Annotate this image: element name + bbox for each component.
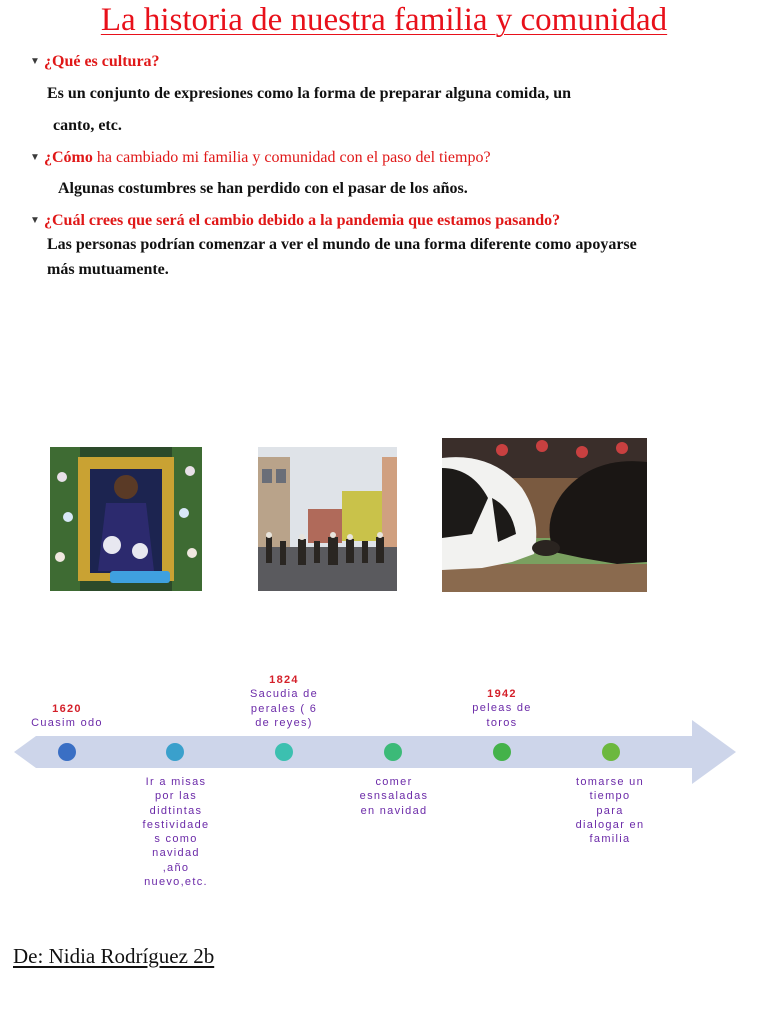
timeline-text: toros (486, 716, 518, 729)
question-3-lead: ¿Cuál crees que será el cambio debido a la pandemia que estamos pasando? (44, 212, 561, 229)
timeline-text: de reyes) (255, 716, 313, 729)
question-2-rest: ha cambiado mi familia y comunidad con el paso del tiempo? (92, 149, 491, 166)
answer-3-line-1: Las personas podrían comenzar a ver el mundo de una forma diferente como apoyarse (47, 236, 637, 253)
answer-1-line-2: canto, etc. (53, 117, 122, 134)
timeline-text: comer (375, 776, 413, 788)
timeline-text: peleas de (472, 702, 532, 715)
timeline-year: 1824 (269, 674, 299, 686)
author-signature: De: Nidia Rodríguez 2b (13, 944, 215, 968)
timeline-text: s como (154, 833, 198, 846)
timeline-dot (166, 743, 184, 761)
answer-3-line-2: más mutuamente. (47, 261, 169, 278)
timeline-text: nuevo,etc. (144, 876, 208, 889)
timeline-text: en navidad (360, 804, 428, 817)
timeline-event-1824 (236, 673, 332, 730)
timeline-text: Ir a misas (145, 776, 207, 788)
bullet-icon: ▼ (30, 152, 40, 163)
question-1 (30, 53, 160, 71)
timeline-text: tomarse un (575, 776, 645, 788)
timeline-year: 1942 (487, 688, 517, 700)
timeline-text: navidad (152, 847, 200, 860)
timeline-text: para (596, 804, 624, 817)
timeline-text: festividade (142, 818, 210, 831)
timeline-note-misas (128, 775, 224, 889)
timeline-event-1620 (17, 702, 117, 731)
timeline-text: Cuasim odo (31, 717, 103, 730)
question-2-lead: ¿Cómo (44, 149, 93, 166)
bullet-icon: ▼ (30, 56, 40, 67)
timeline-dot (493, 743, 511, 761)
answer-1-line-1: Es un conjunto de expresiones como la forma de preparar alguna comida, un (47, 85, 572, 102)
question-3 (30, 212, 560, 230)
timeline-note-ensaladas (344, 775, 444, 818)
photo-bull-fight (442, 438, 647, 592)
timeline-dot (58, 743, 76, 761)
answer-2-line-1: Algunas costumbres se han perdido con el pasar de los años. (58, 180, 468, 197)
timeline-text: familia (589, 833, 631, 846)
timeline-note-familia (560, 775, 660, 846)
timeline-dot (275, 743, 293, 761)
question-1-lead: ¿Qué es cultura? (44, 53, 160, 70)
timeline-year: 1620 (52, 703, 82, 715)
timeline-text: tiempo (589, 790, 631, 803)
page-title: La historia de nuestra familia y comunidad (100, 2, 668, 38)
timeline-text: didtintas (149, 804, 203, 817)
timeline-text: Sacudia de (249, 688, 319, 701)
photo-street-parade (258, 447, 397, 591)
timeline-text: perales ( 6 (250, 702, 318, 715)
bullet-icon: ▼ (30, 215, 40, 226)
timeline-dot (384, 743, 402, 761)
timeline-text: esnsaladas (359, 790, 429, 803)
photo-religious-image (50, 447, 202, 591)
timeline-text: por las (154, 790, 198, 803)
timeline-dot (602, 743, 620, 761)
timeline-event-1942 (454, 687, 550, 730)
question-2 (30, 149, 491, 167)
timeline-text: dialogar en (575, 818, 645, 831)
timeline-text: ,año (162, 861, 190, 874)
